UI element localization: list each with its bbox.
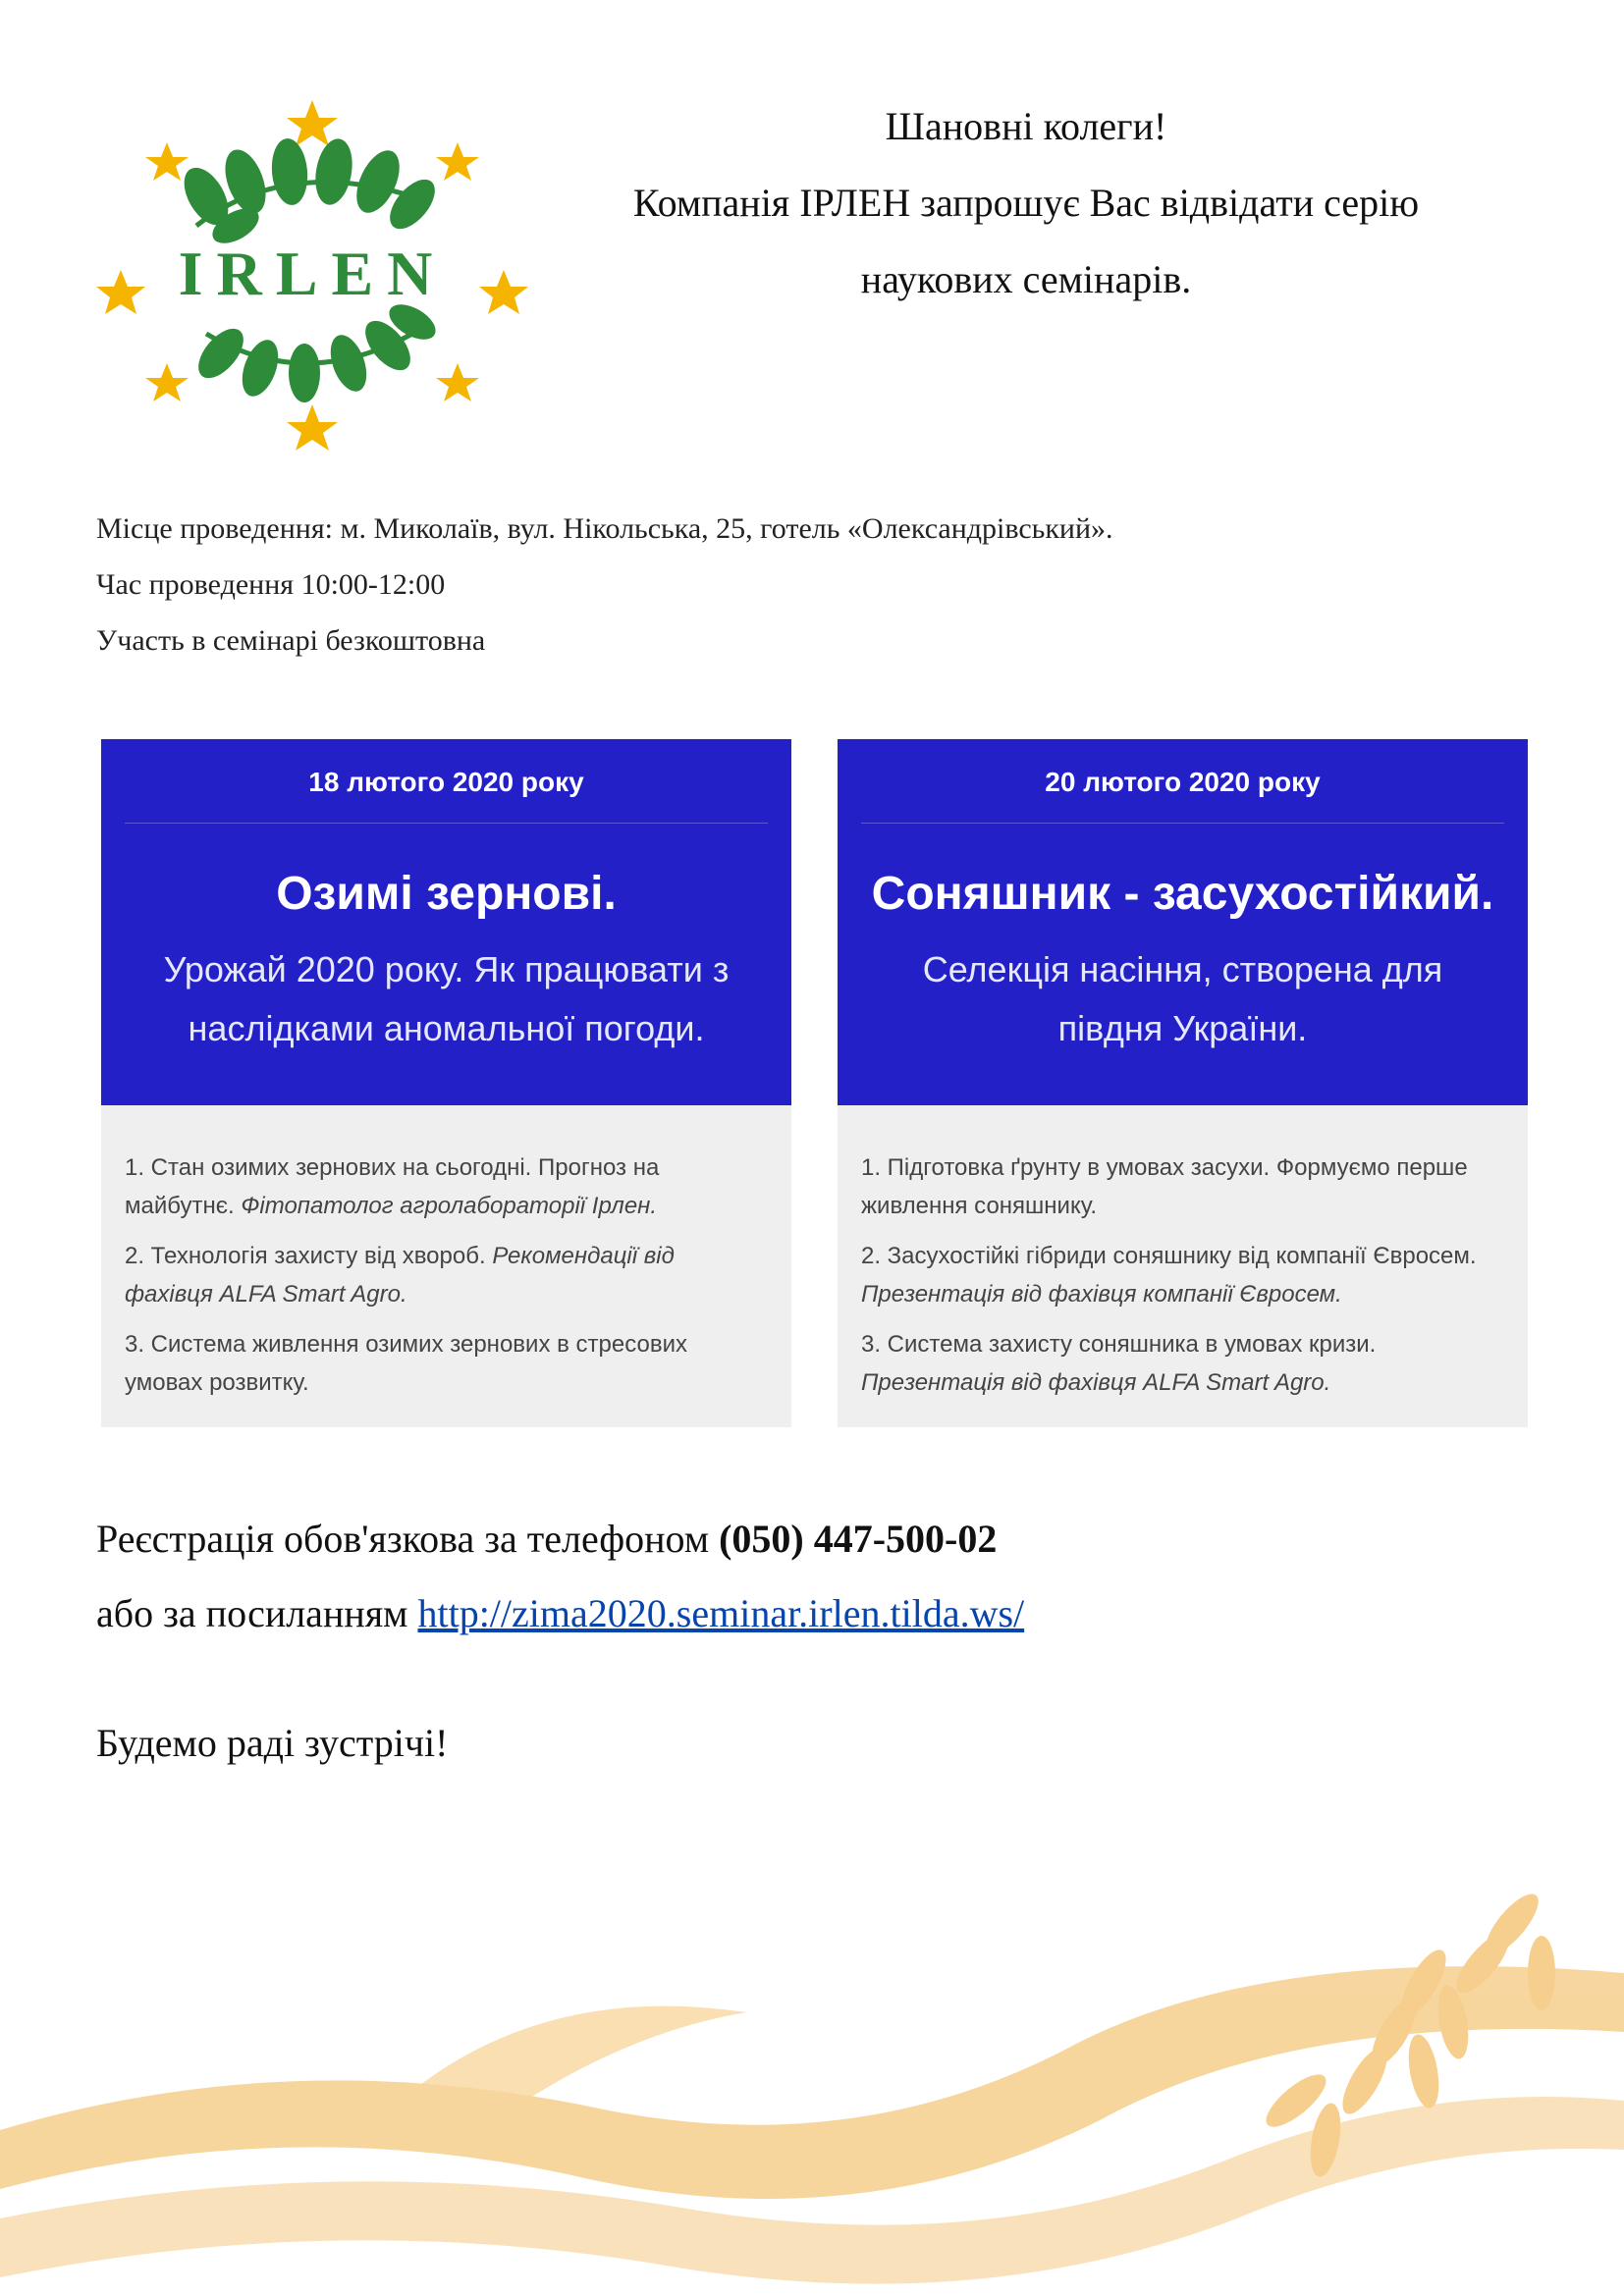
event-info bbox=[96, 501, 1520, 668]
agenda-item-text: 1. Стан озимих зернових на сьогодні. Прогноз на майбутнє. bbox=[125, 1154, 660, 1219]
agenda-item bbox=[125, 1325, 768, 1402]
agenda-item bbox=[125, 1237, 768, 1313]
card-title: Соняшник - засухостійкий. bbox=[871, 868, 1494, 920]
agenda-item-text: 3. Система живлення озимих зернових в стресових умовах розвитку. bbox=[125, 1331, 687, 1396]
agenda-item-speaker: Презентація від фахівця ALFA Smart Agro. bbox=[861, 1369, 1331, 1396]
card-header bbox=[838, 739, 1528, 1105]
card-subtitle bbox=[857, 940, 1508, 1058]
registration-phone-line bbox=[96, 1502, 1024, 1576]
registration-prefix: Реєстрація обов'язкова за телефоном bbox=[96, 1517, 720, 1561]
agenda-item bbox=[125, 1148, 768, 1225]
agenda-item-speaker: Презентація від фахівця компанії Євросем. bbox=[861, 1281, 1342, 1308]
registration bbox=[96, 1502, 1024, 1651]
card-date: 20 лютого 2020 року bbox=[1045, 767, 1321, 797]
laurel-top-icon bbox=[175, 135, 443, 250]
card-subtitle bbox=[121, 940, 772, 1058]
card-agenda bbox=[838, 1105, 1528, 1427]
agenda-item bbox=[861, 1325, 1504, 1402]
greeting-line-3: наукових семінарів. bbox=[860, 257, 1192, 301]
card-subtitle-line-1: Урожай 2020 року. Як працювати з bbox=[163, 949, 730, 989]
agenda-item-speaker: Фітопатолог агролабораторії Ірлен. bbox=[241, 1193, 658, 1219]
card-agenda bbox=[101, 1105, 791, 1427]
agenda-item-speaker: Рекомендації від фахівця ALFA Smart Agro. bbox=[125, 1243, 675, 1308]
event-time: Час проведення 10:00-12:00 bbox=[96, 568, 446, 601]
seminar-card-1 bbox=[101, 739, 791, 1427]
event-free: Участь в семінарі безкоштовна bbox=[96, 624, 486, 657]
card-divider bbox=[125, 823, 768, 824]
greeting-line-2: Компанія ІРЛЕН запрошує Вас відвідати серію bbox=[632, 181, 1420, 225]
registration-link-prefix: або за посиланням bbox=[96, 1591, 418, 1635]
laurel-bottom-icon bbox=[189, 297, 441, 402]
logo-wordmark: IRLEN bbox=[178, 239, 447, 308]
greeting-line-1: Шановні колеги! bbox=[885, 104, 1167, 148]
agenda-item-text: 2. Засухостійкі гібриди соняшнику від компанії Євросем. bbox=[861, 1243, 1477, 1269]
event-place: Місце проведення: м. Миколаїв, вул. Нікольська, 25, готель «Олександрівський». bbox=[96, 512, 1113, 545]
card-divider bbox=[861, 823, 1504, 824]
registration-phone: (050) 447-500-02 bbox=[719, 1517, 998, 1561]
registration-link-line bbox=[96, 1576, 1024, 1651]
card-subtitle-line-2: півдня України. bbox=[1057, 1008, 1308, 1048]
card-subtitle-line-2: наслідками аномальної погоди. bbox=[188, 1008, 705, 1048]
agenda-item-text: 1. Підготовка ґрунту в умовах засухи. Формуємо перше живлення соняшнику. bbox=[861, 1154, 1468, 1219]
registration-link[interactable]: http://zima2020.seminar.irlen.tilda.ws/ bbox=[417, 1591, 1025, 1635]
card-title: Озимі зернові. bbox=[276, 868, 617, 920]
greeting bbox=[550, 88, 1502, 318]
closing-text: Будемо раді зустрічі! bbox=[96, 1721, 449, 1765]
irlen-logo bbox=[88, 88, 540, 452]
card-subtitle-line-1: Селекція насіння, створена для bbox=[922, 949, 1443, 989]
agenda-item-text: 3. Система захисту соняшника в умовах кризи. bbox=[861, 1331, 1377, 1358]
wheat-decoration-icon bbox=[0, 1865, 1624, 2296]
card-header bbox=[101, 739, 791, 1105]
agenda-item bbox=[861, 1148, 1504, 1225]
agenda-item-text: 2. Технологія захисту від хвороб. bbox=[125, 1243, 493, 1269]
seminar-card-2 bbox=[838, 739, 1528, 1427]
card-date: 18 лютого 2020 року bbox=[308, 767, 584, 797]
agenda-item bbox=[861, 1237, 1504, 1313]
